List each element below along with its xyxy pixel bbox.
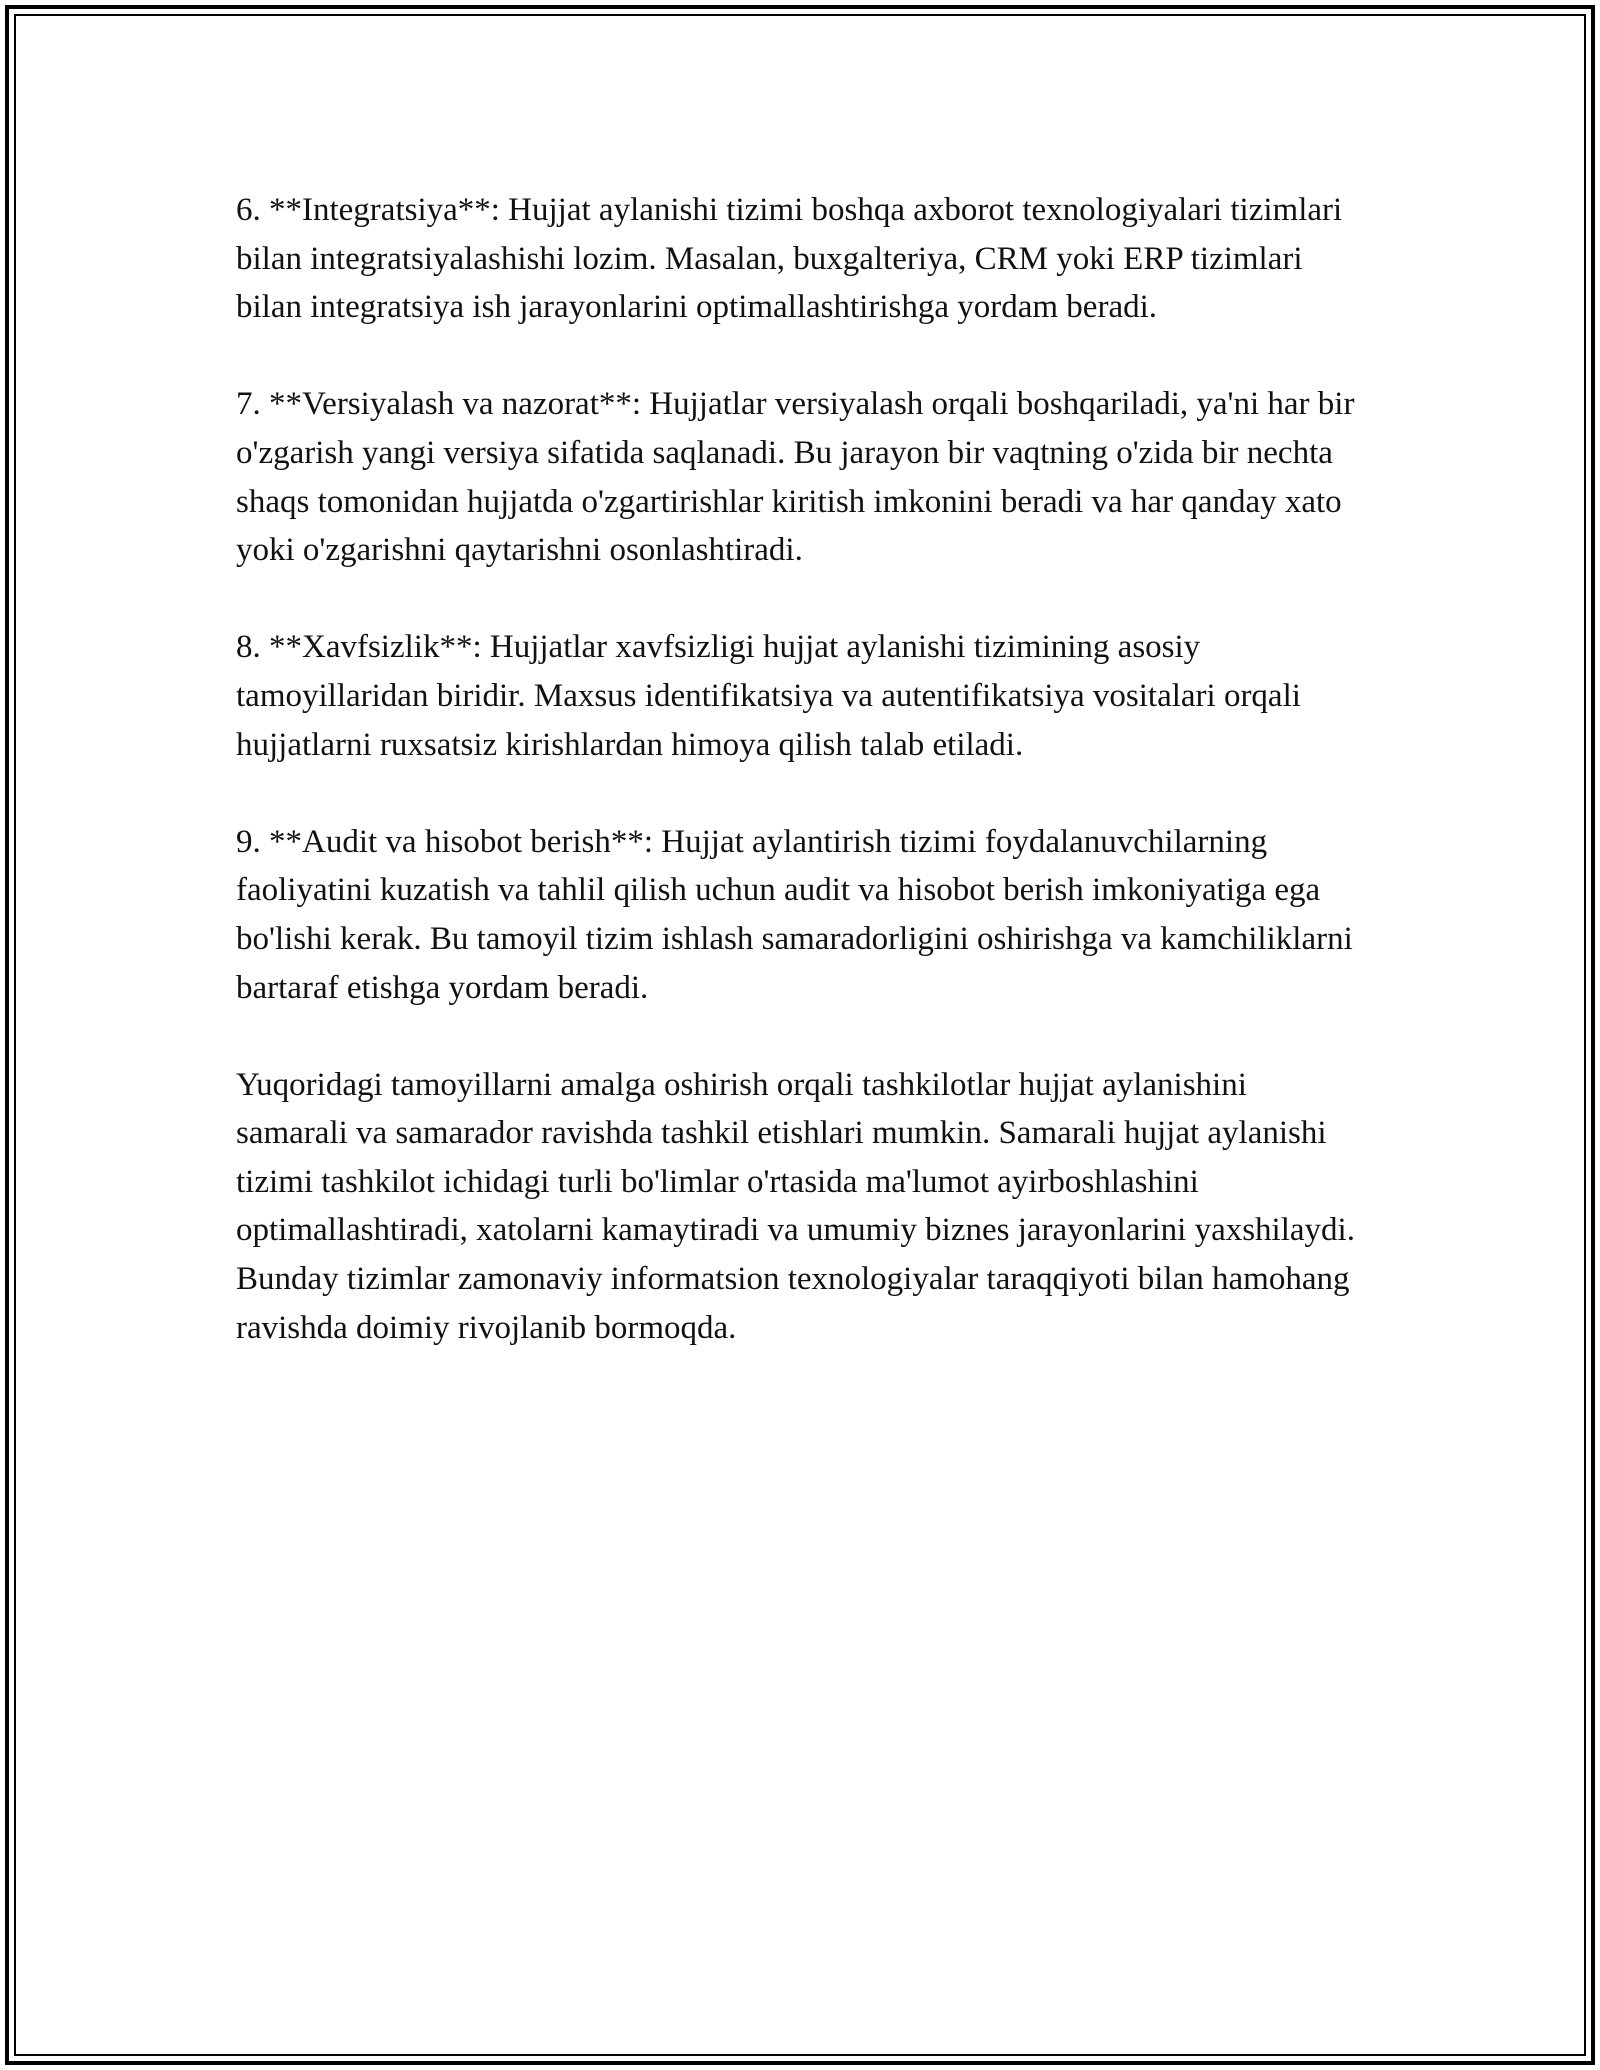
paragraph-integratsiya: 6. **Integratsiya**: Hujjat aylanishi tizimi boshqa axborot texnologiyalari tizimlari bilan integratsiyalashishi lozim. Masalan, buxgalteriya, CRM yoki ERP tizimlari bilan integratsiya ish jarayonlarini optimallashtirishga yordam beradi. [236,192,1343,326]
paragraph-conclusion: Yuqoridagi tamoyillarni amalga oshirish orqali tashkilotlar hujjat aylanishini samarali va samarador ravishda tashkil etishlari mumkin. Samarali hujjat aylanishi tizimi tashkilot ichidagi turli bo'limlar o'rtasida ma'lumot ayirboshlashini optimallashtiradi, xatolarni kamaytiradi va umumiy biznes jarayonlarini yaxshilaydi. Bunday tizimlar zamonaviy informatsion texnologiyalar taraqqiyoti bilan hamohang ravishda doimiy rivojlanib bormoqda. [236,1066,1355,1346]
document-body [236,186,1366,1401]
paragraph-versiyalash: 7. **Versiyalash va nazorat**: Hujjatlar versiyalash orqali boshqariladi, ya'ni har bir o'zgarish yangi versiya sifatida saqlanadi. Bu jarayon bir vaqtning o'zida bir nechta shaqs tomonidan hujjatda o'zgartirishlar kiritish imkonini beradi va har qanday xato yoki o'zgarishni qaytarishni osonlashtiradi. [236,386,1355,569]
paragraph-xavfsizlik: 8. **Xavfsizlik**: Hujjatlar xavfsizligi hujjat aylanishi tizimining asosiy tamoyillaridan biridir. Maxsus identifikatsiya va autentifikatsiya vositalari orqali hujjatlarni ruxsatsiz kirishlardan himoya qilish talab etiladi. [236,629,1301,763]
paragraph-audit: 9. **Audit va hisobot berish**: Hujjat aylantirish tizimi foydalanuvchilarning faoliyatini kuzatish va tahlil qilish uchun audit va hisobot berish imkoniyatiga ega bo'lishi kerak. Bu tamoyil tizim ishlash samaradorligini oshirishga va kamchiliklarni bartaraf etishga yordam beradi. [236,823,1353,1006]
